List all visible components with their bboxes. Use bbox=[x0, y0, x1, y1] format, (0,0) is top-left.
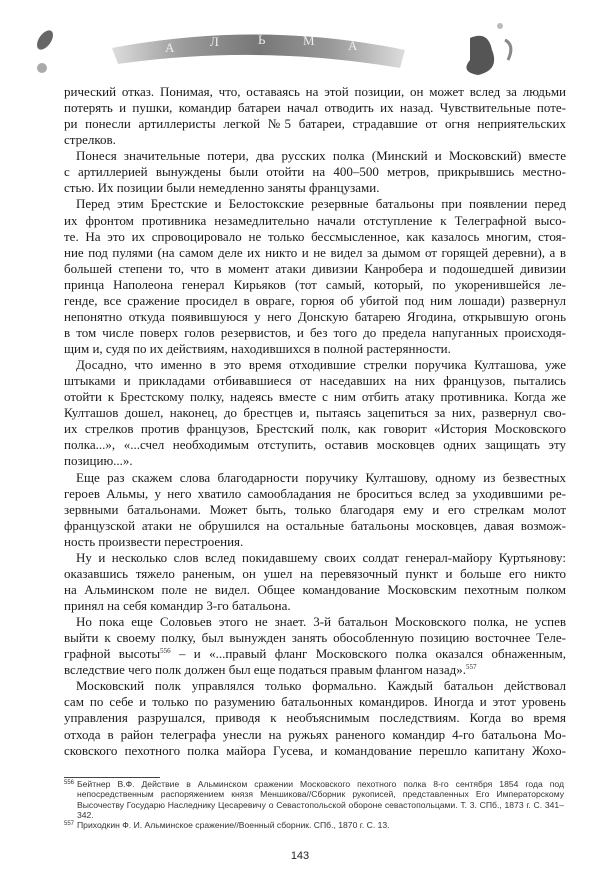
text-line: штыками и прикладами отбивавшиеся от наседавших на них французов, пытались bbox=[64, 373, 566, 389]
text-line: потерять и пушки, командир батареи начал отводить их назад. Чувствительные поте- bbox=[64, 100, 566, 116]
text-line: генде, все сражение просидел в овраге, горюя об убитой под ним лошади) развернул bbox=[64, 292, 566, 308]
text-line: зервными батальонами. Может быть, только благодаря ему и его стрелкам молот bbox=[64, 501, 566, 517]
text-line: с артиллерией вынуждены были отойти на 400–500 метров, прикрывшись местно- bbox=[64, 164, 566, 180]
text-line: стью. Их позиции были немедленно заняты французами. bbox=[64, 180, 380, 196]
paragraph bbox=[64, 84, 566, 148]
text-line: стрелков. bbox=[64, 132, 116, 148]
paragraph bbox=[64, 614, 566, 678]
text-line: те. На это их спровоцировало не только бессмысленное, как казалось многим, стоя- bbox=[64, 228, 566, 244]
footnote-number: 557 bbox=[64, 821, 75, 828]
text-line: управления разрушался, приводя к необъяснимым последствиям. Когда во время bbox=[64, 710, 566, 726]
main-text bbox=[64, 84, 566, 759]
text-line: полка...», «...счел необходимым отступить, оставив московцев одних защищать эту bbox=[64, 437, 566, 453]
text-line: оказавшись тяжело раненым, он ушел на перевязочный пункт и больше его никто bbox=[64, 565, 566, 581]
header-title-letter: Л bbox=[210, 34, 219, 49]
paragraph bbox=[64, 470, 566, 550]
text-line: большей степени то, что в момент атаки дивизии Канробера и подошедшей дивизии bbox=[64, 260, 566, 276]
header-banner bbox=[0, 0, 600, 80]
text-segment: – и «...правый фланг Московского полка оказался обнаженным, bbox=[170, 646, 566, 662]
right-ornament-icon bbox=[466, 23, 510, 75]
text-segment: вследствие чего полк должен был еще податься правым флангом назад». bbox=[64, 662, 466, 678]
text-line: отхода в район телеграфа унесли на ружьях раненого командир 4-го батальона Мо- bbox=[64, 726, 566, 742]
text-line bbox=[64, 646, 566, 662]
running-header bbox=[0, 0, 600, 80]
text-line: Култашов дошел, наконец, до брестцев и, пытаясь зацепиться за них, развернул сво- bbox=[64, 405, 566, 421]
text-line: ность произвести перестроения. bbox=[64, 533, 244, 549]
text-line: французской атаки не обрушился на остальные батальоны московцев, давая возмож- bbox=[64, 517, 566, 533]
text-line: непонятно откуда появившуюся у него Донскую батарею Ягодина, открывшую огонь bbox=[64, 308, 566, 324]
footnote bbox=[64, 820, 564, 830]
text-line: их фронтом противника незамедлительно начали отступление к Телеграфной высо- bbox=[64, 212, 566, 228]
header-title-letter: А bbox=[348, 38, 358, 53]
text-line: Досадно, что именно в это время отходившие стрелки поручика Култашова, уже bbox=[76, 357, 566, 373]
text-segment: графной высоты bbox=[64, 646, 161, 662]
footnote-ref[interactable]: 557 bbox=[465, 663, 477, 672]
text-line bbox=[64, 662, 566, 678]
header-title-letter: Ь bbox=[258, 32, 266, 47]
text-line: их стрелков против французов, Брестский полк, как говорит «История Московского bbox=[64, 421, 566, 437]
text-line: принца Наполеона генерал Кирьяков (тот самый, который, по укоренившейся ле- bbox=[64, 276, 566, 292]
footnote-text: Приходкин Ф. И. Альминское сражение//Военный сборник. СПб., 1870 г. С. 13. bbox=[77, 820, 390, 831]
text-line: Понеся значительные потери, два русских полка (Минский и Московский) вместе bbox=[76, 148, 566, 164]
text-line: Но пока еще Соловьев этого не знает. 3-й батальон Московского полка, не успев bbox=[76, 614, 566, 630]
left-ornament-icon bbox=[34, 28, 56, 73]
paragraph bbox=[64, 550, 566, 614]
text-line: Еще раз скажем слова благодарности поручику Култашову, одному из безвестных bbox=[76, 469, 566, 485]
text-line: позицию...». bbox=[64, 453, 133, 469]
text-line: Московский полк управлялся только формально. Каждый батальон действовал bbox=[76, 678, 566, 694]
header-title-letter: М bbox=[303, 33, 315, 48]
paragraph bbox=[64, 357, 566, 469]
text-line: рический отказ. Понимая, что, оставаясь на этой позиции, он может вслед за людьми bbox=[64, 84, 566, 99]
text-line: отойти к Брестскому полку, надеясь вместе с ним отбить атаку противника. Когда же bbox=[64, 389, 566, 405]
text-line: щим и, судя по их действиям, находившихся в полной растерянности. bbox=[64, 341, 451, 356]
text-line: героев Альмы, у него хватило самообладания не броситься вслед за уходившими ре- bbox=[64, 485, 566, 501]
text-line: сам по себе и только по разумению батальонных командиров. Иногда и этот уровень bbox=[64, 694, 566, 710]
text-line: в том числе поверх голов резервистов, и без того до предела напуганных происходя- bbox=[64, 324, 566, 340]
footnote bbox=[64, 779, 564, 820]
text-line: ние под пулями (на самом деле их никто и не видел за дымом от горящей деревни), а в bbox=[64, 244, 566, 260]
paragraph bbox=[64, 148, 566, 196]
text-line: на Альминском поле не видел. Общее командование Московским пехотным полком bbox=[64, 581, 566, 597]
footnote-number: 556 bbox=[64, 780, 75, 786]
text-line: выйти к своему полку, был вынужден занять обособленную позицию восточнее Теле- bbox=[64, 630, 566, 646]
footnote-text: Бейтнер В.Ф. Действие в Альминском сражении Московского пехотного полка 8-го сентября 1854 года под непосредственным распоряжением князя Меншикова//Сборник рукописей, представленных Его Императорскому Высочеству Государю Наследнику Цесаревичу о Севастопольской обороне севастопольцами. Т. 3. СПб., 1873 г. С. 341–342. bbox=[77, 779, 564, 820]
text-line: сковского пехотного полка майора Гусева, и командование перешло капитану Жохо- bbox=[64, 742, 566, 758]
header-title-letter: А bbox=[165, 40, 175, 55]
footnotes bbox=[64, 777, 564, 830]
footnote-ref[interactable]: 556 bbox=[160, 647, 171, 656]
paragraph bbox=[64, 678, 566, 758]
text-line: принял на себя командир 3-го батальона. bbox=[64, 598, 291, 613]
text-line: ри понесли артиллеристы легкой №5 батареи, страдавшие от огня неприятельских bbox=[64, 116, 566, 132]
text-line: Перед этим Брестские и Белостокские резервные батальоны при появлении перед bbox=[76, 196, 566, 212]
paragraph bbox=[64, 196, 566, 357]
text-line: Ну и несколько слов вслед покидавшему своих солдат генерал-майору Куртьянову: bbox=[76, 549, 566, 565]
page-number: 143 bbox=[290, 850, 310, 862]
